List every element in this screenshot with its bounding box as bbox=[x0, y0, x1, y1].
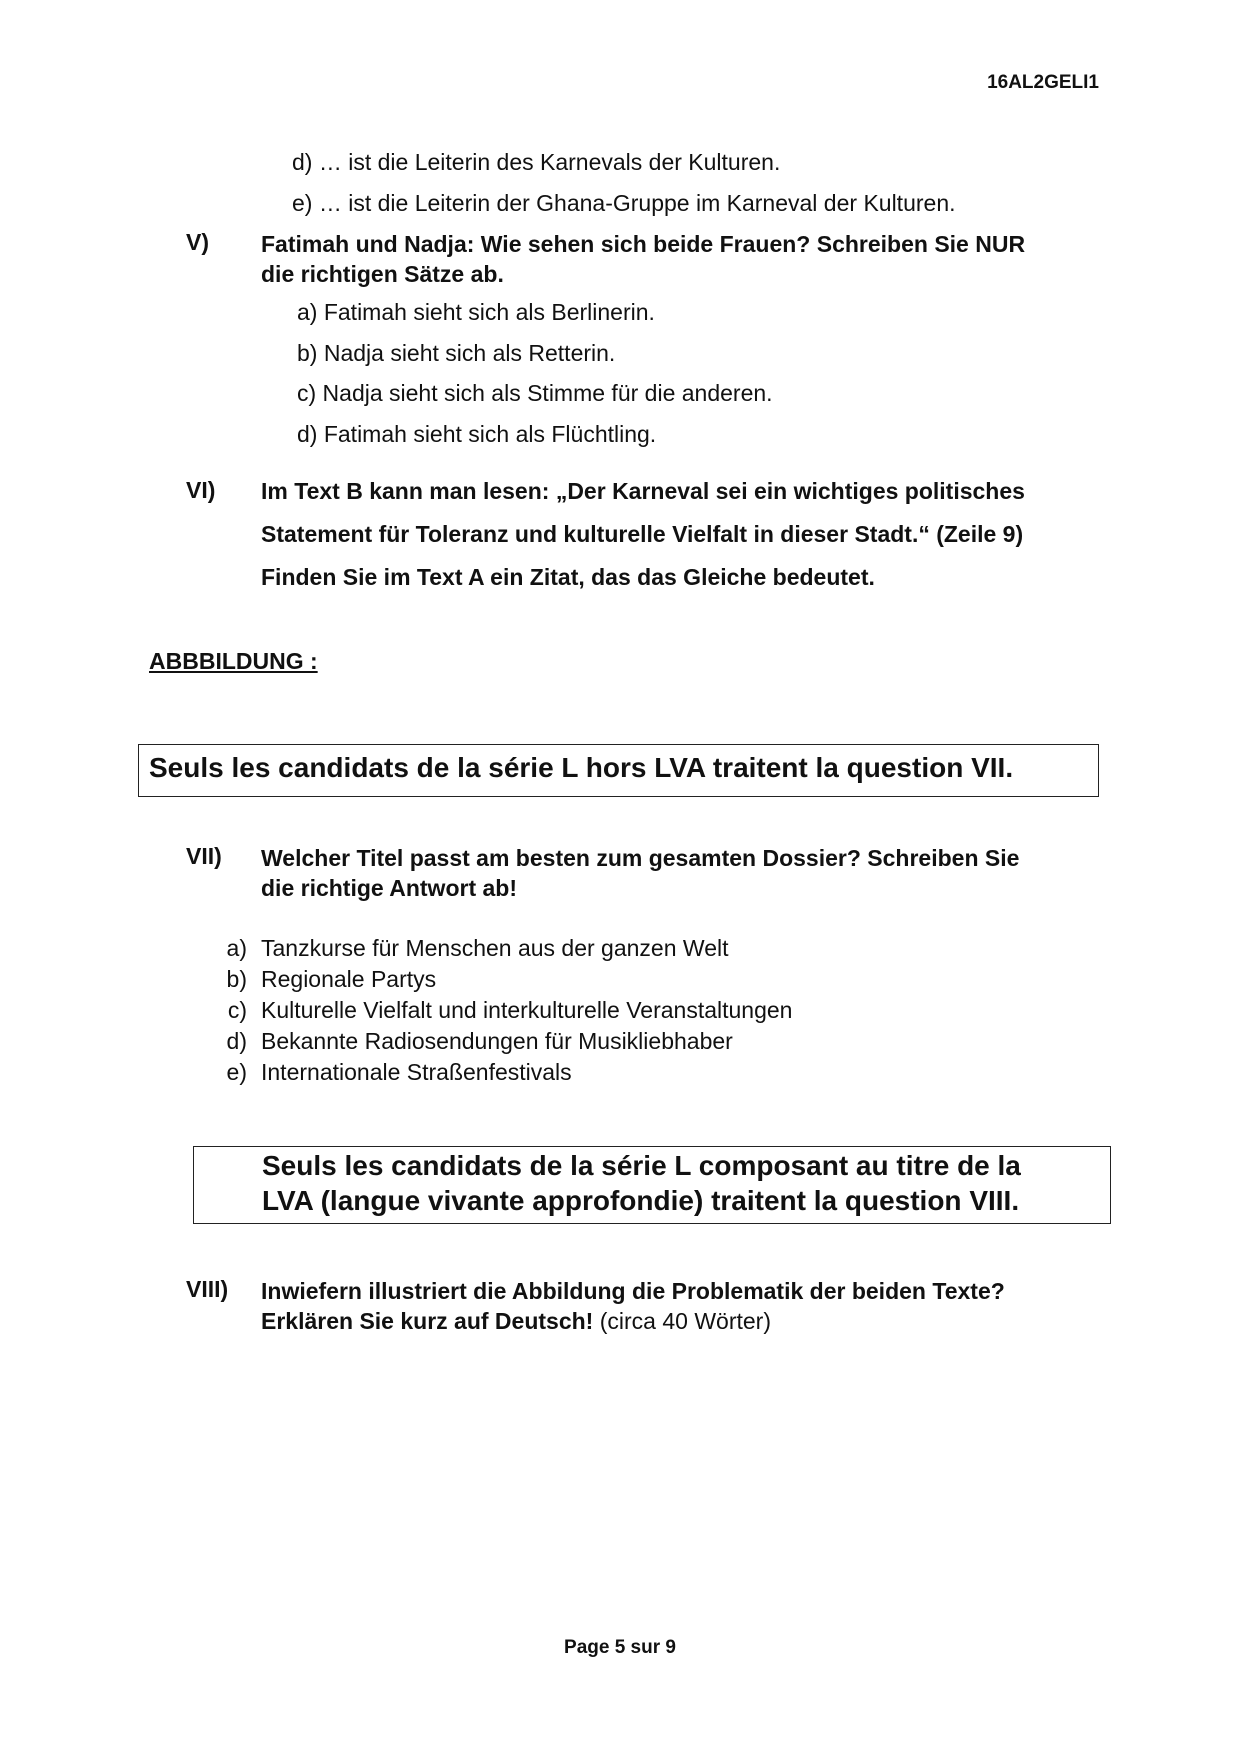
question-5-option-d: d) Fatimah sieht sich als Flüchtling. bbox=[297, 421, 657, 447]
notice-box-question-8-line2: LVA (langue vivante approfondie) traitent la question VIII. bbox=[262, 1185, 1020, 1216]
notice-box-question-7-text: Seuls les candidats de la série L hors LVA traitent la question VII. bbox=[149, 752, 1014, 783]
question-7-option-e-label: e) bbox=[226, 1059, 247, 1085]
document-code: 16AL2GELI1 bbox=[987, 72, 1099, 93]
abbildung-heading: ABBBILDUNG : bbox=[149, 648, 318, 674]
option-d-leiterin: d) … ist die Leiterin des Karnevals der Kulturen. bbox=[292, 149, 781, 175]
question-5-option-a: a) Fatimah sieht sich als Berlinerin. bbox=[297, 299, 655, 325]
question-7-option-c-label: c) bbox=[227, 997, 247, 1023]
option-e-leiterin: e) … ist die Leiterin der Ghana-Gruppe im Karneval der Kulturen. bbox=[292, 190, 956, 216]
page-number: Page 5 sur 9 bbox=[564, 1637, 676, 1658]
question-8-text: Inwiefern illustriert die Abbildung die Problematik der beiden Texte? Erklären Sie kurz auf Deutsch! (circa 40 Wörter) bbox=[261, 1278, 1005, 1334]
question-5-option-b: b) Nadja sieht sich als Retterin. bbox=[297, 340, 616, 366]
question-7-option-e-text: Internationale Straßenfestivals bbox=[261, 1059, 572, 1085]
question-7-number: VII) bbox=[186, 843, 222, 869]
question-7-option-a-text: Tanzkurse für Menschen aus der ganzen Welt bbox=[261, 935, 729, 961]
question-6-number: VI) bbox=[186, 477, 216, 503]
question-5-text: Fatimah und Nadja: Wie sehen sich beide Frauen? Schreiben Sie NUR die richtigen Sätze ab. bbox=[261, 231, 1026, 287]
question-7-option-d-text: Bekannte Radiosendungen für Musikliebhaber bbox=[261, 1028, 733, 1054]
question-7-option-b-text: Regionale Partys bbox=[261, 966, 437, 992]
question-7-option-c-text: Kulturelle Vielfalt und interkulturelle Veranstaltungen bbox=[261, 997, 793, 1023]
question-8-number: VIII) bbox=[186, 1276, 229, 1302]
question-7-option-d-label: d) bbox=[226, 1028, 247, 1054]
question-5-number: V) bbox=[186, 229, 209, 255]
question-7-option-a-label: a) bbox=[226, 935, 247, 961]
question-7-option-b-label: b) bbox=[226, 966, 247, 992]
notice-box-question-7 bbox=[138, 744, 1099, 797]
notice-box-question-8 bbox=[193, 1146, 1111, 1224]
notice-box-question-8-line1: Seuls les candidats de la série L composant au titre de la bbox=[262, 1150, 1021, 1181]
question-5-option-c: c) Nadja sieht sich als Stimme für die anderen. bbox=[297, 380, 773, 406]
question-7-text: Welcher Titel passt am besten zum gesamten Dossier? Schreiben Sie die richtige Antwort ab! bbox=[261, 845, 1020, 901]
question-6-text: Im Text B kann man lesen: „Der Karneval sei ein wichtiges politisches Statement für Toleranz und kulturelle Vielfalt in dieser Stadt.“ (Zeile 9) Finden Sie im Text A ein Zitat, das das Gleiche bedeutet. bbox=[261, 478, 1025, 590]
